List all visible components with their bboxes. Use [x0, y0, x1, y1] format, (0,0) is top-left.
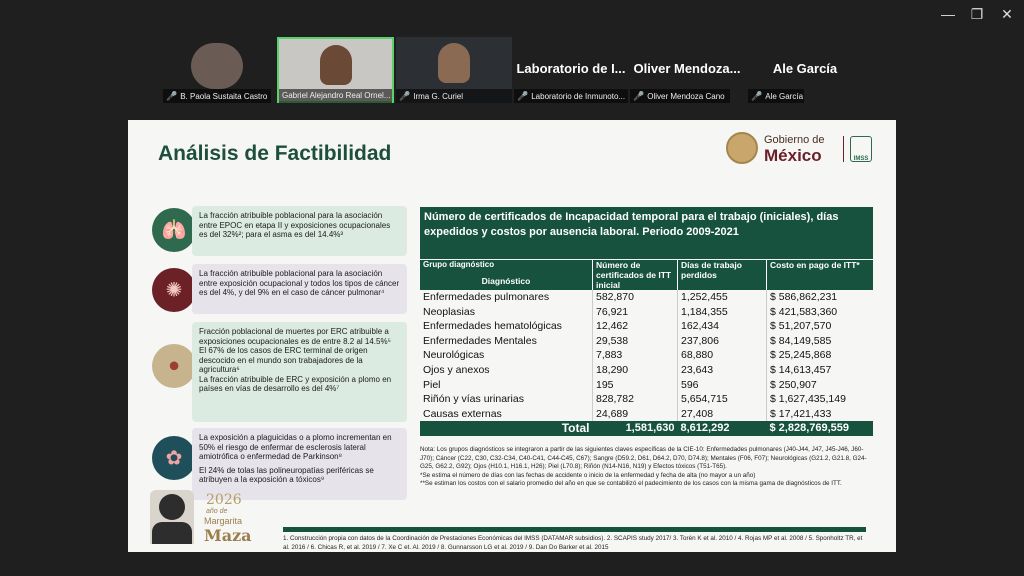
- participant-name-tag: 🎤 B. Paola Sustaita Castro: [163, 89, 271, 103]
- participant-display-name: Laboratorio de I...: [516, 61, 626, 76]
- cell-value: 1,252,455: [678, 290, 767, 305]
- seal-icon: [726, 132, 758, 164]
- note-text: **Se estiman los costos con el salario promedio del año en que se contabilizó el padecimiento de los casos con la misma gama de diagnósticos de ITT.: [420, 480, 842, 487]
- brain-icon: ✿: [152, 436, 196, 480]
- cell-value: 162,434: [678, 319, 767, 334]
- slide-title: Análisis de Factibilidad: [158, 142, 392, 165]
- cell-diagnostico: Riñón y vías urinarias: [423, 393, 524, 406]
- lungs-icon: 🫁: [152, 208, 196, 252]
- margarita-maza-banner: [150, 488, 270, 548]
- cell-value: 237,806: [678, 334, 767, 349]
- bottom-bar: [0, 552, 1024, 576]
- cell-value: 5,654,715: [678, 392, 767, 407]
- cell-diagnostico: Enfermedades hematológicas: [423, 320, 562, 333]
- banner-text: año de: [206, 508, 228, 515]
- banner-text: Margarita: [204, 516, 243, 526]
- note-text: Nota: Los grupos diagnósticos se integraron a partir de las siguientes claves específicas de la CIE-10: Enfermedades pulmonares (J40-J44, J47, J45-J46, J60-J70); Cáncer (C22, C30, C32-C34, C40-C41, C44-C45, C67); Sangre (D59.2, D61, D64.2, D70, D74.8); Mentales (F06, F07); Neurológicas (G21.2, G21.8, G24-G25, G62.2, G92); Ojos (H10.1, H16.1, H26); Piel (L70.8); Riñón (N14-N16, N19) y Efectos tóxicos (T51-T65).: [420, 446, 867, 470]
- card-text: La fracción atribuible poblacional para la asociación entre exposición ocupacional y todos los tipos de cáncer es del 4%, y del 9% en el caso de cáncer pulmonar⁴: [199, 269, 400, 297]
- participant-display-name: Oliver Mendoza...: [633, 61, 741, 76]
- info-card: [192, 206, 407, 256]
- cell-value: $ 17,421,433: [767, 407, 874, 422]
- cell-diagnostico: Piel: [423, 378, 441, 391]
- cell-value: 76,921: [593, 305, 678, 320]
- logo-line: Gobierno de: [764, 134, 825, 146]
- cell-value: 1,184,355: [678, 305, 767, 320]
- participant-video: [191, 43, 243, 89]
- cell-value: $ 250,907: [767, 378, 874, 393]
- cell-value: $ 421,583,360: [767, 305, 874, 320]
- column-header-dias: Días de trabajo perdidos: [678, 260, 767, 290]
- table-row: [420, 290, 873, 305]
- cell-value: 7,883: [593, 348, 678, 363]
- table-notes: [420, 446, 873, 489]
- cell-value: 195: [593, 378, 678, 393]
- cell-value: 27,408: [678, 407, 767, 422]
- itt-table: [420, 260, 873, 436]
- banner-year: 2026: [206, 492, 242, 508]
- banner-text: Maza: [204, 526, 252, 545]
- table-total-row: [420, 421, 873, 436]
- gobierno-logo: [726, 132, 878, 166]
- mic-muted-icon: 🎤: [517, 91, 529, 101]
- table-row: [420, 363, 873, 378]
- logo-line: México: [764, 146, 822, 165]
- participant-video: [320, 45, 352, 85]
- cell-value: 29,538: [593, 334, 678, 349]
- cell-value: 23,643: [678, 363, 767, 378]
- table-row: [420, 378, 873, 393]
- note-text: *Se estima el número de días con las fechas de accidente o inicio de la enfermedad y fecha de alta (no mayor a un año): [420, 471, 756, 479]
- table-row: [420, 348, 873, 363]
- participant-name-tag: 🎤 Ale García: [748, 89, 804, 103]
- cell-value: 582,870: [593, 290, 678, 305]
- card-text: La exposición a plaguicidas o a plomo incrementan en 50% el riesgo de enfermar de esclerosis lateral amiotrófica o enfermedad de Parkinson⁸: [199, 433, 392, 461]
- table-row: [420, 334, 873, 349]
- mic-muted-icon: 🎤: [399, 91, 411, 101]
- participant-name-tag: Gabriel Alejandro Real Ornel...: [279, 89, 392, 103]
- card-text: La fracción atribuible de ERC y exposición a plomo en países en vías de desarrollo es del 4%⁷: [199, 374, 392, 393]
- references: 1. Construcción propia con datos de la Coordinación de Prestaciones Económicas del IMSS (DATAMAR subsidios). 2. SCAPIS study 2017/ 3. Torén K et al. 2010 / 4. Rojas MP et al. 2008 / 5. Sponholtz TR, et al. 2016 / 6. Chicas R, et al. 2019 / 7. Xe C et. Al. 2019 / 8. Gunnarsson LG et al. 2019 / 9. Dan Do Barker et al. 2015: [283, 535, 863, 551]
- participant-name-tag: 🎤 Laboratorio de Inmunoto...: [514, 89, 628, 103]
- imss-logo-icon: IMSS: [850, 136, 872, 162]
- participant-display-name: Ale García: [772, 61, 838, 76]
- card-text: El 24% de tolas las polineuropatías periféricas se atribuyen a la exposición a tóxicos⁹: [199, 465, 374, 484]
- table-row: [420, 305, 873, 320]
- card-text: Fracción poblacional de muertes por ERC atribuible a exposiciones ocupacionales es de entre 8.2 al 14.5%⁵: [199, 327, 391, 346]
- total-value: 1,581,630: [593, 421, 678, 436]
- divider: [843, 136, 844, 162]
- shared-slide: [128, 120, 896, 552]
- cell-value: 828,782: [593, 392, 678, 407]
- divider: [283, 527, 866, 532]
- column-header-group: Grupo diagnóstico Diagnóstico: [420, 260, 593, 290]
- cell-value: $ 25,245,868: [767, 348, 874, 363]
- table-title: Número de certificados de Incapacidad temporal para el trabajo (iniciales), días expedidos y costos por ausencia laboral. Periodo 2009-2021: [420, 207, 873, 259]
- mic-muted-icon: 🎤: [751, 91, 763, 101]
- participant-name-tag: 🎤 Irma G. Curiel: [396, 89, 512, 103]
- cell-value: 18,290: [593, 363, 678, 378]
- column-header-certificados: Número de certificados de ITT inicial: [593, 260, 678, 290]
- minimize-button[interactable]: —: [941, 6, 955, 22]
- portrait-image: [150, 490, 194, 544]
- virus-icon: ✺: [152, 268, 196, 312]
- cell-value: $ 1,627,435,149: [767, 392, 874, 407]
- kidney-icon: ●: [152, 344, 196, 388]
- mic-muted-icon: 🎤: [166, 91, 178, 101]
- total-label: Total: [420, 421, 593, 436]
- card-text: La fracción atribuible poblacional para la asociación entre EPOC en etapa II y exposiciones ocupacionales es del 32%²; para el asma es del 14.4%³: [199, 211, 391, 239]
- restore-button[interactable]: ❐: [970, 6, 984, 22]
- table-row: [420, 392, 873, 407]
- cell-diagnostico: Ojos y anexos: [423, 363, 490, 376]
- cell-value: 596: [678, 378, 767, 393]
- table-row: [420, 407, 873, 422]
- total-value: $ 2,828,769,559: [767, 421, 874, 436]
- cell-value: 12,462: [593, 319, 678, 334]
- card-text: El 67% de los casos de ERC terminal de origen descocido en el mundo son trabajadores de la agricultura⁶: [199, 346, 368, 374]
- close-button[interactable]: ✕: [1001, 6, 1013, 22]
- info-card: [192, 264, 407, 314]
- cell-value: $ 586,862,231: [767, 290, 874, 305]
- cell-diagnostico: Neurológicas: [423, 349, 485, 362]
- cell-value: $ 84,149,585: [767, 334, 874, 349]
- info-card: [192, 322, 407, 422]
- column-header-costo: Costo en pago de ITT*: [767, 260, 874, 290]
- table-row: [420, 319, 873, 334]
- total-value: 8,612,292: [678, 421, 767, 436]
- cell-value: 68,880: [678, 348, 767, 363]
- cell-diagnostico: Enfermedades Mentales: [423, 334, 537, 347]
- cell-value: $ 14,613,457: [767, 363, 874, 378]
- participant-video: [438, 43, 470, 83]
- cell-value: 24,689: [593, 407, 678, 422]
- cell-value: $ 51,207,570: [767, 319, 874, 334]
- cell-diagnostico: Causas externas: [423, 407, 502, 420]
- cell-diagnostico: Neoplasias: [423, 305, 475, 318]
- cell-diagnostico: Enfermedades pulmonares: [423, 291, 550, 303]
- mic-muted-icon: 🎤: [633, 91, 645, 101]
- participant-name-tag: 🎤 Oliver Mendoza Cano: [630, 89, 730, 103]
